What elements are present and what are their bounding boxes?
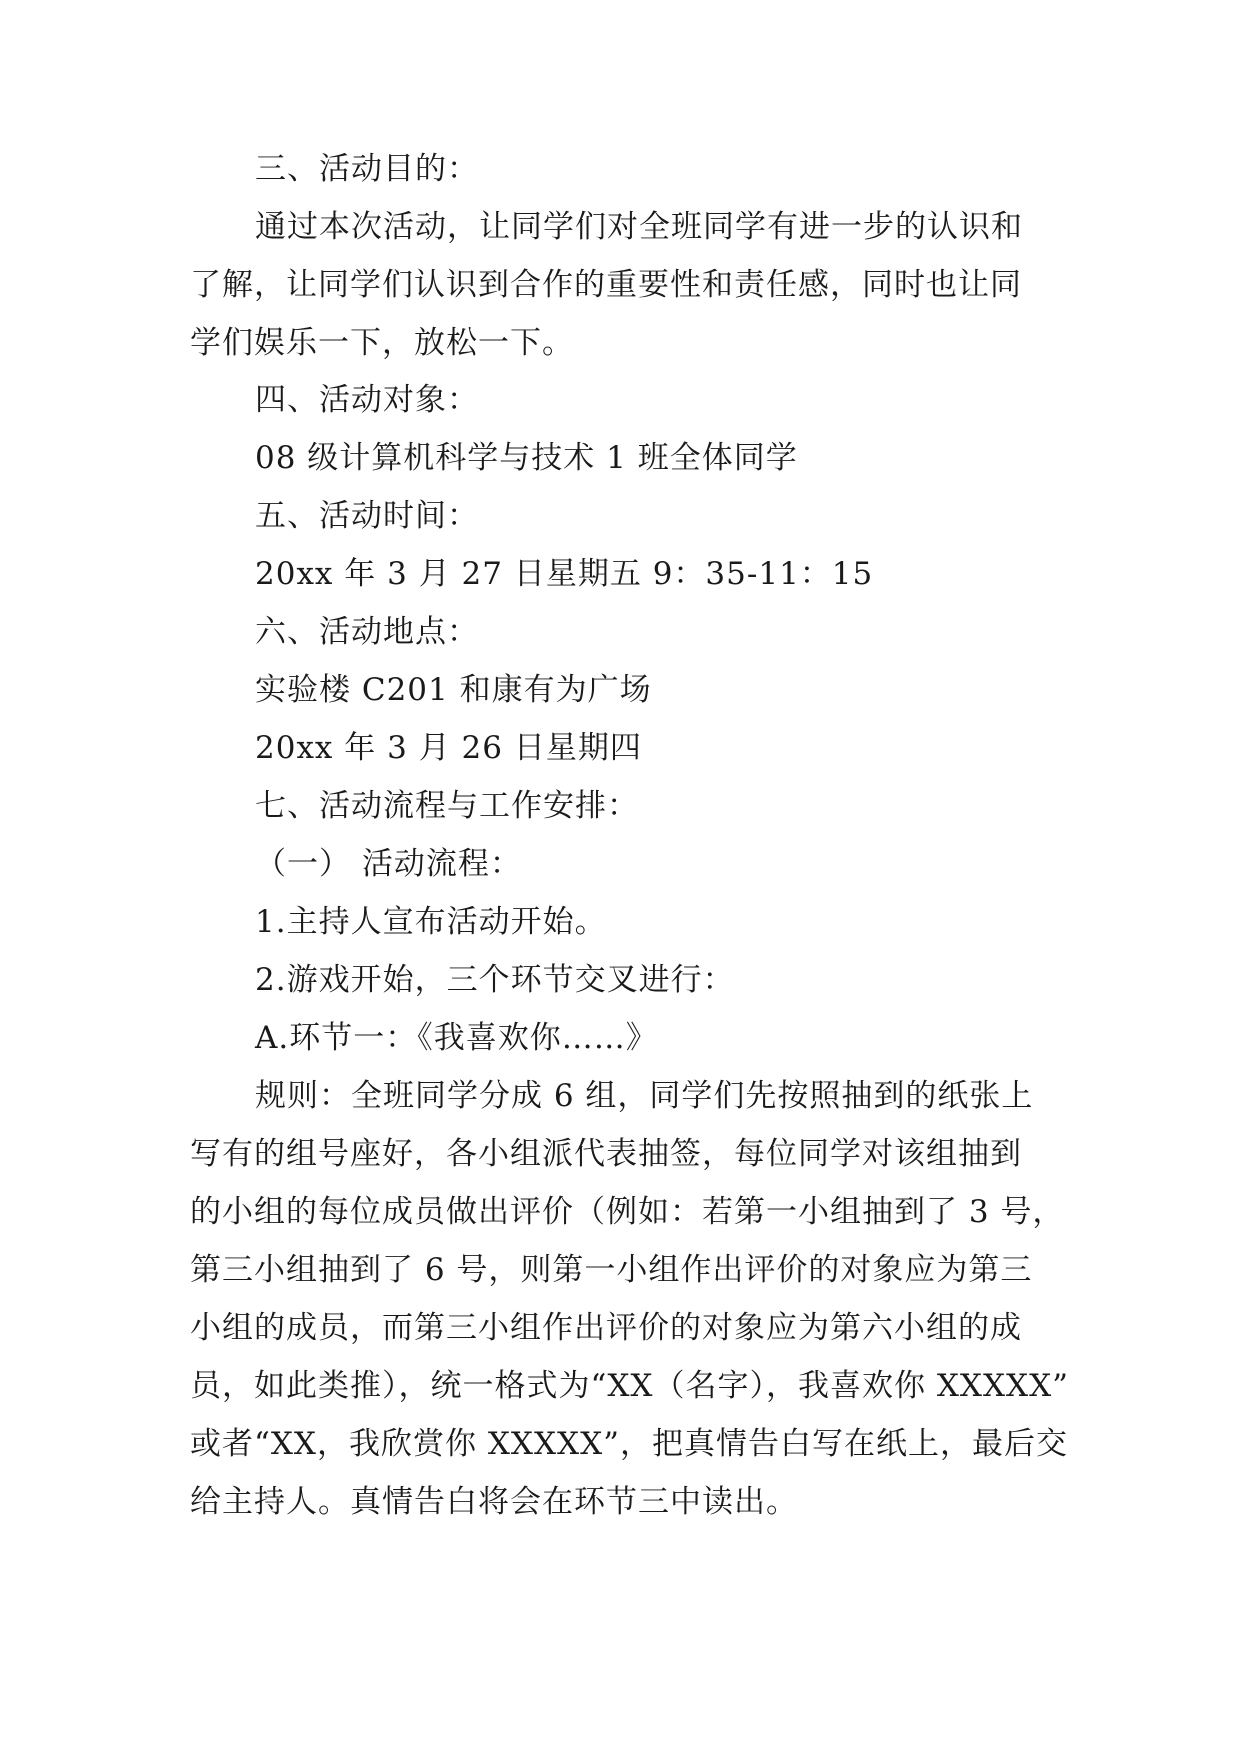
heading-target: 四、活动对象： [255, 382, 479, 418]
subheading-process: （一） 活动流程： [255, 846, 522, 882]
paragraph-line: 实验楼 C201 和康有为广场 [255, 672, 652, 708]
paragraph-line: 员，如此类推），统一格式为“XX（名字），我喜欢你 XXXXX” [190, 1368, 1070, 1404]
paragraph-line: 或者“XX，我欣赏你 XXXXX”，把真情告白写在纸上，最后交 [190, 1426, 1069, 1462]
paragraph-line: 08 级计算机科学与技术 1 班全体同学 [255, 440, 798, 476]
list-item: 1.主持人宣布活动开始。 [255, 904, 607, 940]
list-item: 2.游戏开始，三个环节交叉进行： [255, 962, 735, 998]
heading-purpose: 三、活动目的： [255, 151, 479, 187]
heading-location: 六、活动地点： [255, 614, 479, 650]
paragraph-line: 了解，让同学们认识到合作的重要性和责任感，同时也让同 [190, 267, 1022, 303]
paragraph-line: 的小组的每位成员做出评价（例如：若第一小组抽到了 3 号， [190, 1194, 1065, 1230]
heading-process: 七、活动流程与工作安排： [255, 788, 639, 824]
paragraph-line: 20xx 年 3 月 27 日星期五 9：35-11：15 [255, 556, 874, 592]
paragraph-line: 通过本次活动，让同学们对全班同学有进一步的认识和 [255, 209, 1023, 245]
paragraph-line: 小组的成员，而第三小组作出评价的对象应为第六小组的成 [190, 1310, 1022, 1346]
paragraph-line: 写有的组号座好，各小组派代表抽签，每位同学对该组抽到 [190, 1136, 1022, 1172]
heading-time: 五、活动时间： [255, 498, 479, 534]
paragraph-line: 20xx 年 3 月 26 日星期四 [255, 730, 642, 766]
paragraph-line: 学们娱乐一下，放松一下。 [190, 325, 574, 361]
paragraph-line: 规则：全班同学分成 6 组，同学们先按照抽到的纸张上 [255, 1078, 1034, 1114]
paragraph-line: 第三小组抽到了 6 号，则第一小组作出评价的对象应为第三 [190, 1252, 1033, 1288]
paragraph-line: 给主持人。真情告白将会在环节三中读出。 [190, 1484, 798, 1520]
list-item: A.环节一：《我喜欢你……》 [255, 1020, 658, 1056]
